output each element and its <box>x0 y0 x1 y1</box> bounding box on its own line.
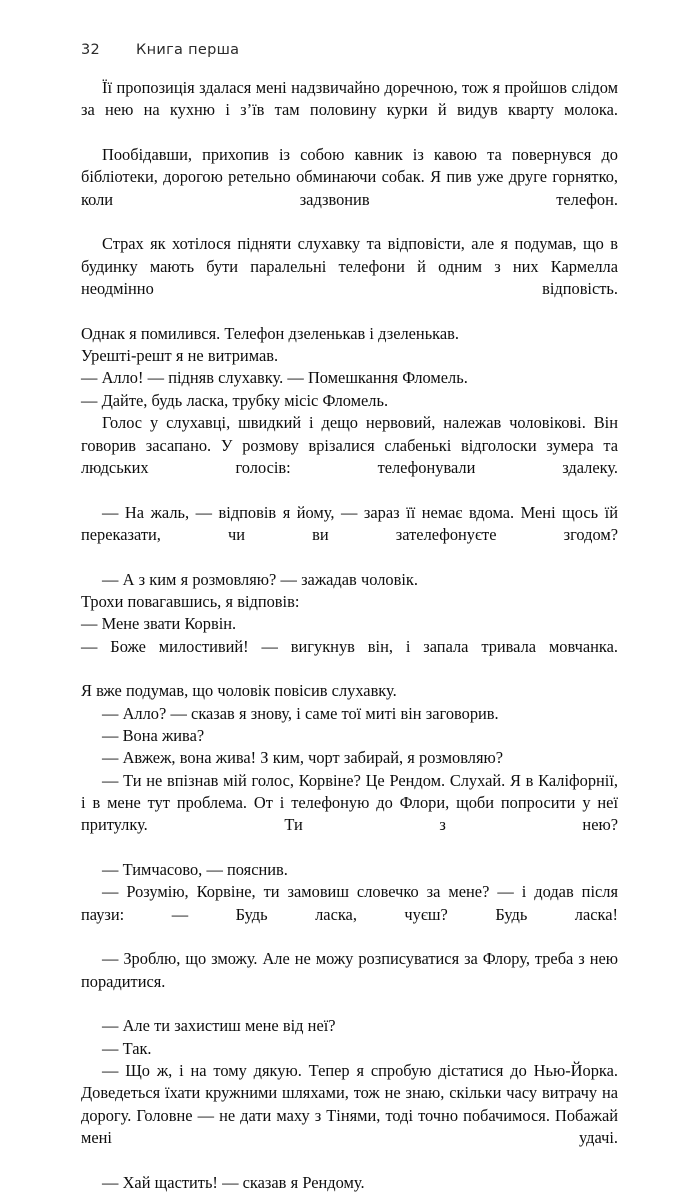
paragraph: — Боже милостивий! — вигукнув він, і запала тривала мовчанка. <box>81 636 618 656</box>
paragraph: Страх як хотілося підняти слухавку та відповісти, але я подумав, що в будинку мають бути паралельні телефони й одним з них Кармелла неодмінно відповість. <box>81 234 618 299</box>
paragraph: Урешті-решт я не витримав. <box>81 346 279 366</box>
paragraph: — Але ти захистиш мене від неї? <box>102 1016 336 1036</box>
paragraph: Голос у слухавці, швидкий і дещо нервовий, належав чоловікові. Він говорив засапано. У розмову врізалися слабенькі відголоски зумера та людських голосів: телефонували здалеку. <box>81 413 618 477</box>
paragraph: — Мене звати Корвін. <box>81 614 237 634</box>
paragraph: Пообідавши, прихопив із собою кавник із кавою та повернувся до бібліотеки, дорогою ретельно обминаючи собак. Я пив уже друге горнятко, коли задзвонив телефон. <box>81 145 618 209</box>
paragraph: — На жаль, — відповів я йому, — зараз її немає вдома. Мені щось їй переказати, чи ви зателефонуєте згодом? <box>81 502 618 544</box>
paragraph: — Тимчасово, — пояснив. <box>102 860 288 880</box>
paragraph: — Зроблю, що зможу. Але не можу розписуватися за Флору, треба з нею порадитися. <box>81 949 618 991</box>
body-text-block <box>81 77 618 1194</box>
paragraph: — Авжеж, вона жива! З ким, чорт забирай, я розмовляю? <box>102 748 503 768</box>
paragraph: — Ти не впізнав мій голос, Корвіне? Це Рендом. Слухай. Я в Каліфорнії, і в мене тут проблема. От і телефоную до Флори, щоби попросити у неї притулку. Ти з нею? <box>81 770 618 835</box>
paragraph: — Хай щастить! — сказав я Рендому. <box>102 1172 365 1192</box>
paragraph: — Алло! — підняв слухавку. — Помешкання Фломель. <box>81 368 468 388</box>
paragraph: Її пропозиція здалася мені надзвичайно доречною, тож я пройшов слідом за нею на кухню і з’їв там половину курки й видув кварту молока. <box>81 78 618 120</box>
paragraph: Трохи повагавшись, я відповів: <box>81 591 300 611</box>
paragraph: — А з ким я розмовляю? — зажадав чоловік. <box>102 569 418 589</box>
paragraph: Я вже подумав, що чоловік повісив слухавку. <box>81 681 397 701</box>
paragraph: — Так. <box>102 1038 152 1058</box>
paragraph: — Дайте, будь ласка, трубку місіс Фломель. <box>81 390 389 410</box>
running-head <box>81 42 617 62</box>
paragraph: — Алло? — сказав я знову, і саме тої миті він заговорив. <box>102 703 499 723</box>
paragraph: — Вона жива? <box>102 725 205 745</box>
paragraph: Однак я помилився. Телефон дзеленькав і дзеленькав. <box>81 323 459 343</box>
paragraph: — Що ж, і на тому дякую. Тепер я спробую дістатися до Нью-Йорка. Доведеться їхати кружними шляхами, тож не знаю, скільки часу витрачу на дорогу. Головне — не дати маху з Тінями, тоді точно побачимося. Побажай мені удачі. <box>81 1061 618 1148</box>
paragraph: — Розумію, Корвіне, ти замовиш словечко за мене? — і додав після паузи: — Будь ласка, чуєш? Будь ласка! <box>81 882 618 924</box>
running-head-title: Книга перша <box>136 42 240 58</box>
page-number: 32 <box>81 42 101 58</box>
